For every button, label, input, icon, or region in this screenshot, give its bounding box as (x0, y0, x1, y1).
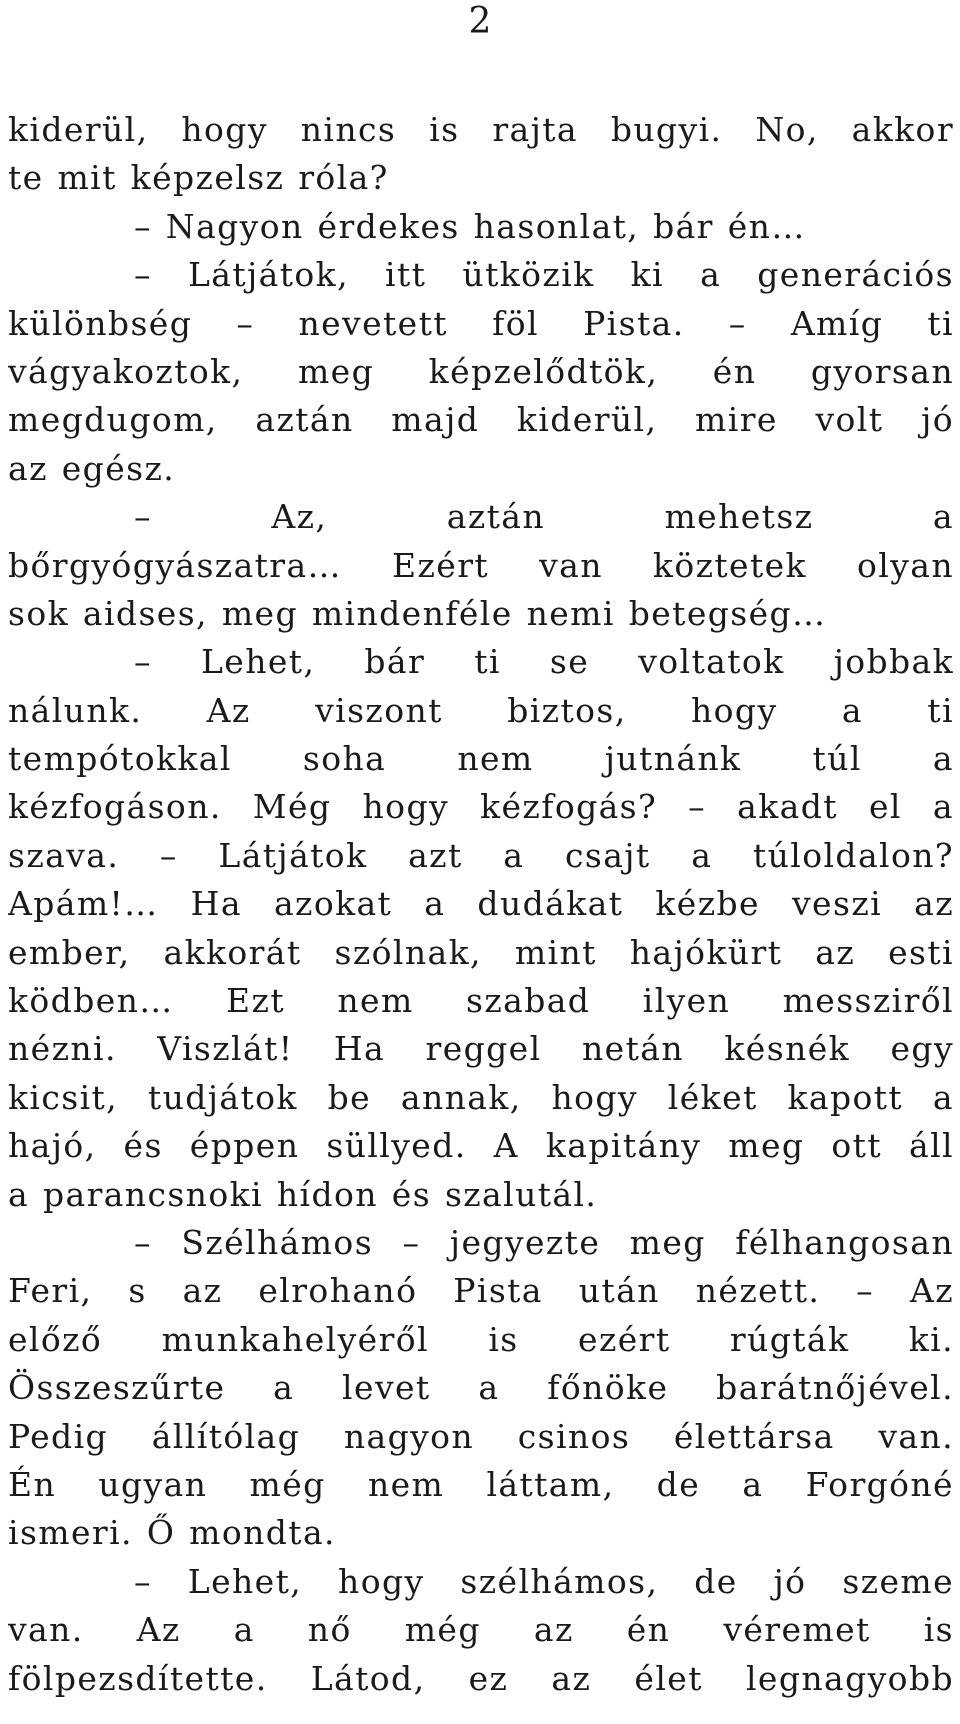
text-line: – Látjátok, itt ütközik ki a generációs (134, 255, 954, 295)
text-line: ismeri. Ő mondta. (8, 1513, 336, 1553)
text-line: – Az, aztán mehetsz a (134, 497, 954, 537)
text-line: – Lehet, bár ti se voltatok jobbak (134, 642, 954, 682)
text-line: Feri, s az elrohanó Pista után nézett. – Az (8, 1271, 954, 1311)
text-line: tempótokkal soha nem jutnánk túl a (8, 739, 954, 779)
text-line: hajó, és éppen süllyed. A kapitány meg ott áll (8, 1126, 954, 1166)
body-text (8, 106, 954, 1703)
text-line: fölpezsdítette. Látod, ez az élet legnagyobb (8, 1658, 954, 1698)
text-line: bőrgyógyászatra… Ezért van köztetek olyan (8, 545, 954, 585)
text-line: kiderül, hogy nincs is rajta bugyi. No, akkor (8, 110, 954, 149)
text-line: – Szélhámos – jegyezte meg félhangosan (134, 1222, 954, 1262)
page-number: 2 (468, 1, 492, 42)
text-line: szava. – Látjátok azt a csajt a túloldalon? (8, 835, 954, 875)
text-line: van. Az a nő még az én véremet is (8, 1610, 954, 1650)
text-line: ember, akkorát szólnak, mint hajókürt az esti (8, 932, 954, 972)
text-line: vágyakoztok, meg képzelődtök, én gyorsan (8, 351, 954, 391)
text-line: – Nagyon érdekes hasonlat, bár én… (134, 206, 806, 246)
text-line: te mit képzelsz róla? (8, 158, 389, 198)
text-line: Pedig állítólag nagyon csinos élettársa van. (8, 1416, 954, 1456)
text-line: ködben… Ezt nem szabad ilyen messziről (8, 981, 954, 1021)
text-line: sok aidses, meg mindenféle nemi betegség… (8, 593, 827, 633)
text-line: Én ugyan még nem láttam, de a Forgóné (8, 1464, 954, 1504)
text-line: megdugom, aztán majd kiderül, mire volt jó (8, 400, 954, 440)
text-line: nézni. Viszlát! Ha reggel netán késnék egy (8, 1029, 954, 1069)
text-line: nálunk. Az viszont biztos, hogy a ti (8, 690, 954, 730)
text-line: kicsit, tudjátok be annak, hogy léket kapott a (8, 1077, 954, 1117)
text-line: Összeszűrte a levet a főnöke barátnőjével. (8, 1368, 954, 1408)
text-line: – Lehet, hogy szélhámos, de jó szeme (134, 1561, 954, 1601)
text-line: a parancsnoki hídon és szalutál. (8, 1174, 598, 1214)
text-line: kézfogáson. Még hogy kézfogás? – akadt el a (8, 787, 954, 827)
text-line: az egész. (8, 448, 176, 488)
text-line: Apám!… Ha azokat a dudákat kézbe veszi az (8, 884, 954, 924)
text-line: különbség – nevetett föl Pista. – Amíg ti (8, 303, 954, 343)
text-line: előző munkahelyéről is ezért rúgták ki. (8, 1319, 954, 1359)
